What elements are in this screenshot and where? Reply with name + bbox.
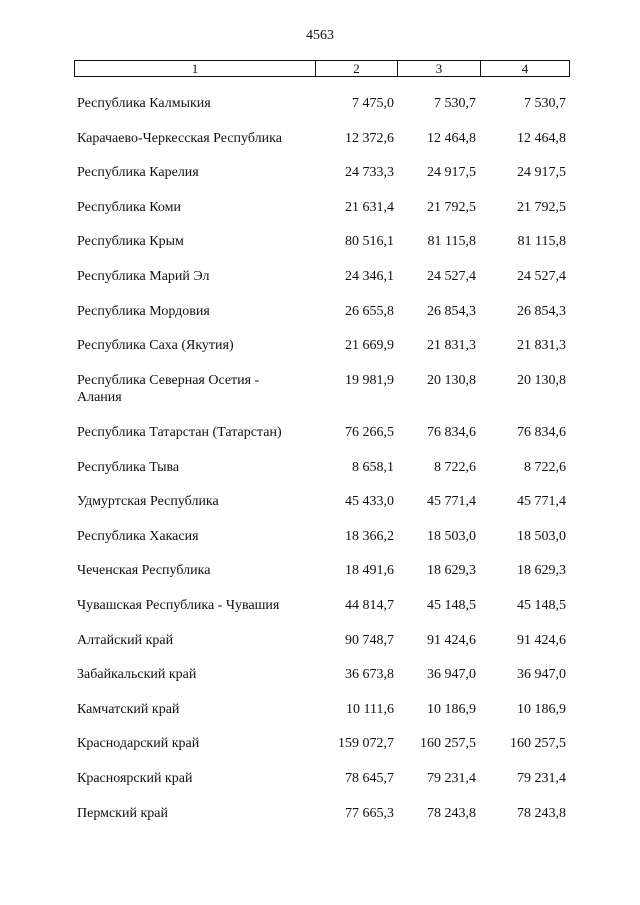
table-row: [0, 303, 640, 338]
region-name: Красноярский край: [77, 770, 193, 786]
table-row: [0, 562, 640, 597]
table-row: [0, 597, 640, 632]
value-col-2: 44 814,7: [345, 598, 394, 614]
region-name: Республика Калмыкия: [77, 96, 211, 111]
value-col-2: 77 665,3: [345, 805, 394, 821]
table-row: [0, 233, 640, 268]
region-name: Республика Карелия: [77, 165, 199, 181]
region-name: Республика Хакасия: [77, 528, 199, 544]
region-name: Камчатский край: [77, 701, 180, 717]
region-name: Чеченская Республика: [77, 563, 211, 579]
table-row: [0, 666, 640, 701]
value-col-3: 18 629,3: [427, 563, 476, 579]
region-name: Республика Марий Эл: [77, 268, 210, 284]
table-row: [0, 164, 640, 199]
value-col-2: 7 475,0: [352, 96, 394, 111]
value-col-4: 45 771,4: [517, 494, 566, 510]
column-header-3: 3: [398, 61, 481, 76]
region-name: Краснодарский край: [77, 736, 200, 752]
value-col-2: 159 072,7: [338, 736, 394, 752]
region-name: Республика Коми: [77, 199, 181, 215]
table-row: [0, 805, 640, 840]
value-col-3: 91 424,6: [427, 632, 476, 648]
column-header-1: 1: [75, 61, 316, 76]
value-col-2: 18 366,2: [345, 528, 394, 544]
value-col-2: 76 266,5: [345, 425, 394, 441]
value-col-3: 81 115,8: [427, 234, 476, 250]
value-col-4: 18 629,3: [517, 563, 566, 579]
value-col-4: 24 527,4: [517, 268, 566, 284]
value-col-2: 24 346,1: [345, 268, 394, 284]
value-col-3: 79 231,4: [427, 770, 476, 786]
value-col-3: 20 130,8: [427, 372, 476, 388]
column-header-4: 4: [521, 61, 529, 76]
value-col-3: 24 917,5: [427, 165, 476, 181]
table-row: [0, 130, 640, 165]
value-col-2: 36 673,8: [345, 667, 394, 683]
value-col-4: 91 424,6: [517, 632, 566, 648]
region-name: Республика Северная Осетия - Алания: [77, 372, 260, 405]
value-col-2: 10 111,6: [346, 701, 394, 717]
value-col-3: 45 771,4: [427, 494, 476, 510]
value-col-3: 10 186,9: [427, 701, 476, 717]
value-col-3: 18 503,0: [427, 528, 476, 544]
region-name: Удмуртская Республика: [77, 494, 219, 510]
value-col-4: 78 243,8: [517, 805, 566, 821]
table-row: [0, 493, 640, 528]
column-header-2: 2: [316, 61, 398, 76]
value-col-4: 45 148,5: [517, 598, 566, 614]
table-row: [0, 459, 640, 494]
value-col-3: 76 834,6: [427, 425, 476, 441]
value-col-4: 21 831,3: [517, 338, 566, 354]
value-col-3: 78 243,8: [427, 805, 476, 821]
region-name: Республика Тыва: [77, 459, 180, 475]
value-col-3: 45 148,5: [427, 598, 476, 614]
value-col-3: 21 792,5: [427, 199, 476, 215]
value-col-2: 90 748,7: [345, 632, 394, 648]
table-header-row: [74, 60, 570, 77]
value-col-3: 26 854,3: [427, 303, 476, 319]
region-name: Пермский край: [77, 805, 168, 821]
region-name: Республика Татарстан (Татарстан): [77, 425, 282, 441]
table-row: [0, 770, 640, 805]
value-col-4: 12 464,8: [517, 130, 566, 146]
region-name: Забайкальский край: [77, 667, 197, 683]
value-col-2: 18 491,6: [345, 563, 394, 579]
value-col-4: 26 854,3: [517, 303, 566, 319]
table-row: [0, 701, 640, 736]
value-col-2: 12 372,6: [345, 130, 394, 146]
value-col-4: 18 503,0: [517, 528, 566, 544]
value-col-2: 21 669,9: [345, 338, 394, 354]
value-col-4: 76 834,6: [517, 425, 566, 441]
value-col-4: 24 917,5: [517, 165, 566, 181]
value-col-2: 19 981,9: [345, 372, 394, 388]
value-col-3: 7 530,7: [434, 96, 476, 111]
region-name: Карачаево-Черкесская Республика: [77, 130, 282, 146]
value-col-4: 79 231,4: [517, 770, 566, 786]
table-row: [0, 199, 640, 234]
table-row: [0, 528, 640, 563]
value-col-4: 36 947,0: [517, 667, 566, 683]
region-name: Чувашская Республика - Чувашия: [77, 598, 280, 614]
value-col-3: 24 527,4: [427, 268, 476, 284]
value-col-4: 10 186,9: [517, 701, 566, 717]
region-name: Республика Саха (Якутия): [77, 338, 234, 354]
table-row: [0, 372, 640, 424]
region-name: Алтайский край: [77, 632, 174, 648]
table-row: [0, 268, 640, 303]
value-col-4: 160 257,5: [510, 736, 566, 752]
value-col-2: 80 516,1: [345, 234, 394, 250]
table-body: [0, 95, 640, 839]
region-name: Республика Крым: [77, 234, 184, 250]
value-col-2: 21 631,4: [345, 199, 394, 215]
value-col-3: 8 722,6: [434, 459, 476, 475]
value-col-3: 36 947,0: [427, 667, 476, 683]
value-col-4: 8 722,6: [524, 459, 566, 475]
value-col-2: 8 658,1: [352, 459, 394, 475]
table-row: [0, 632, 640, 667]
value-col-2: 45 433,0: [345, 494, 394, 510]
value-col-3: 12 464,8: [427, 130, 476, 146]
table-row: [0, 337, 640, 372]
value-col-4: 20 130,8: [517, 372, 566, 388]
value-col-4: 81 115,8: [517, 234, 566, 250]
page-number: 4563: [306, 28, 334, 43]
region-name: Республика Мордовия: [77, 303, 210, 319]
table-row: [0, 424, 640, 459]
table-row: [0, 735, 640, 770]
value-col-3: 160 257,5: [420, 736, 476, 752]
value-col-2: 26 655,8: [345, 303, 394, 319]
value-col-3: 21 831,3: [427, 338, 476, 354]
value-col-4: 7 530,7: [524, 96, 566, 111]
value-col-2: 24 733,3: [345, 165, 394, 181]
value-col-2: 78 645,7: [345, 770, 394, 786]
value-col-4: 21 792,5: [517, 199, 566, 215]
table-row: [0, 95, 640, 130]
